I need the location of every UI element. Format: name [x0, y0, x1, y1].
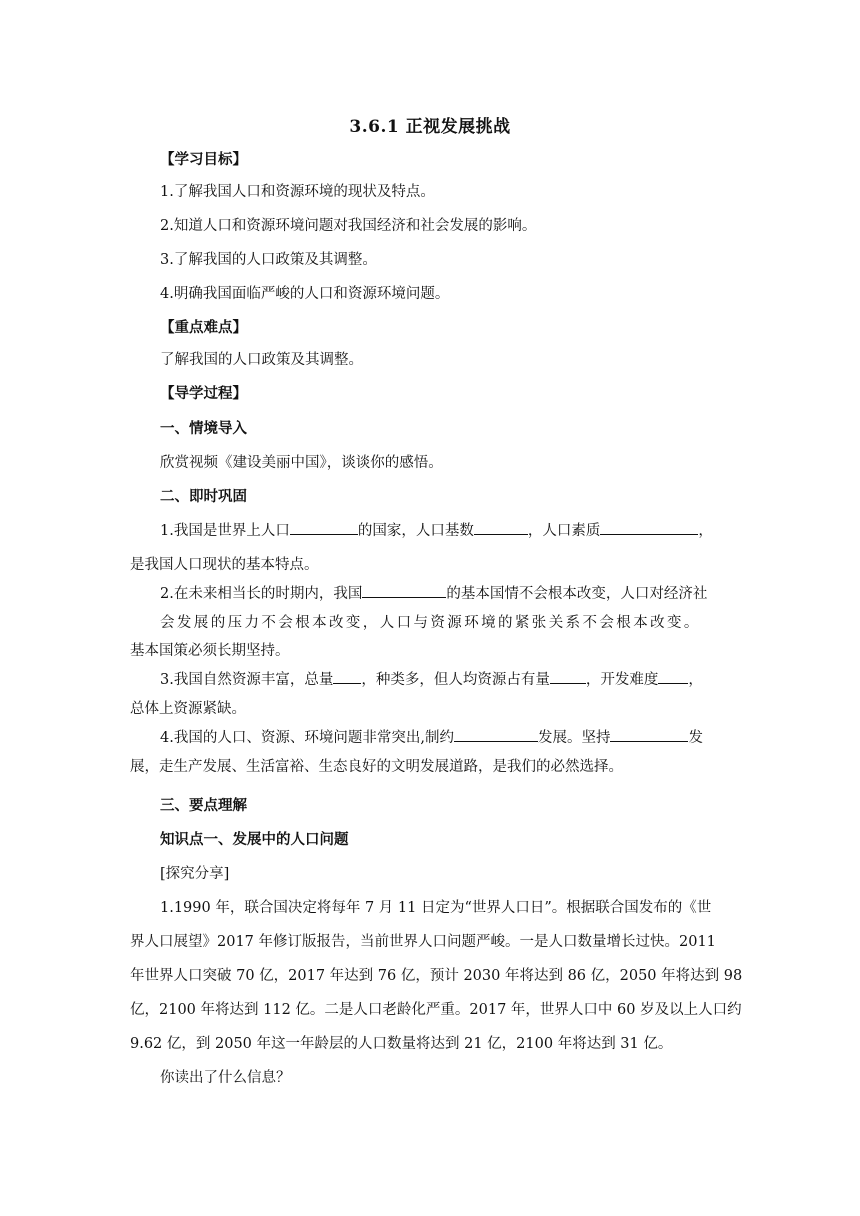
consolidate-heading: 二、即时巩固: [160, 488, 247, 505]
objectives-heading: 【学习目标】: [160, 151, 247, 168]
question-2-line-2: 会发展的压力不会根本改变，人口与资源环境的紧张关系不会根本改变。: [160, 615, 701, 631]
keypoints-text: 了解我国的人口政策及其调整。: [160, 352, 363, 368]
answer-blank[interactable]: [333, 669, 361, 684]
answer-blank[interactable]: [610, 727, 688, 742]
question-3-line-1: 3.我国自然资源丰富，总量 ，种类多，但人均资源占有量 ，开发难度 ，: [160, 668, 703, 689]
page-title: 3.6.1 正视发展挑战: [349, 117, 511, 137]
reading-question: 你读出了什么信息？: [160, 1070, 291, 1086]
objective-item: 1.了解我国人口和资源环境的现状及特点。: [160, 184, 435, 200]
answer-blank[interactable]: [362, 583, 446, 598]
answer-blank[interactable]: [658, 669, 688, 684]
paragraph-line: 1.1990 年，联合国决定将每年 7 月 11 日定为“世界人口日”。根据联合国发布的《世: [160, 900, 712, 916]
objective-item: 4.明确我国面临严峻的人口和资源环境问题。: [160, 286, 450, 302]
paragraph-line: 年世界人口突破 70 亿，2017 年达到 76 亿，预计 2030 年将达到 86 亿，2050 年将达到 98: [130, 968, 743, 984]
question-1-line-1: 1.我国是世界上人口 的国家，人口基数 ，人口素质 ，: [160, 519, 713, 540]
understanding-heading: 三、要点理解: [160, 797, 247, 814]
answer-blank[interactable]: [474, 520, 528, 535]
question-4-line-2: 展，走生产发展、生活富裕、生态良好的文明发展道路，是我们的必然选择。: [130, 759, 623, 775]
question-1-line-2: 是我国人口现状的基本特点。: [130, 557, 319, 573]
question-2-line-3: 基本国策必须长期坚持。: [130, 643, 290, 659]
answer-blank[interactable]: [600, 520, 698, 535]
answer-blank[interactable]: [290, 520, 358, 535]
question-4-line-1: 4.我国的人口、资源、环境问题非常突出,制约 发展。坚持 发: [160, 726, 703, 747]
paragraph-line: 界人口展望》2017 年修订版报告，当前世界人口问题严峻。一是人口数量增长过快。2011: [130, 934, 716, 950]
objective-item: 3.了解我国的人口政策及其调整。: [160, 252, 377, 268]
objective-item: 2.知道人口和资源环境问题对我国经济和社会发展的影响。: [160, 218, 537, 234]
keypoints-heading: 【重点难点】: [160, 319, 247, 336]
intro-text: 欣赏视频《建设美丽中国》，谈谈你的感悟。: [160, 455, 443, 471]
question-3-line-2: 总体上资源紧缺。: [130, 701, 246, 717]
intro-heading: 一、情境导入: [160, 420, 247, 437]
process-heading: 【导学过程】: [160, 385, 247, 402]
paragraph-line: 亿，2100 年将达到 112 亿。二是人口老龄化严重。2017 年，世界人口中 60 岁及以上人口约: [130, 1002, 742, 1018]
question-2-line-1: 2.在未来相当长的时期内，我国 的基本国情不会根本改变，人口对经济社: [160, 582, 707, 603]
answer-blank[interactable]: [550, 669, 586, 684]
paragraph-line: 9.62 亿，到 2050 年这一年龄层的人口数量将达到 21 亿，2100 年将达到 31 亿。: [130, 1036, 673, 1052]
answer-blank[interactable]: [454, 727, 538, 742]
explore-heading: [探究分享]: [160, 866, 230, 882]
knowledge-point-heading: 知识点一、发展中的人口问题: [160, 831, 349, 848]
